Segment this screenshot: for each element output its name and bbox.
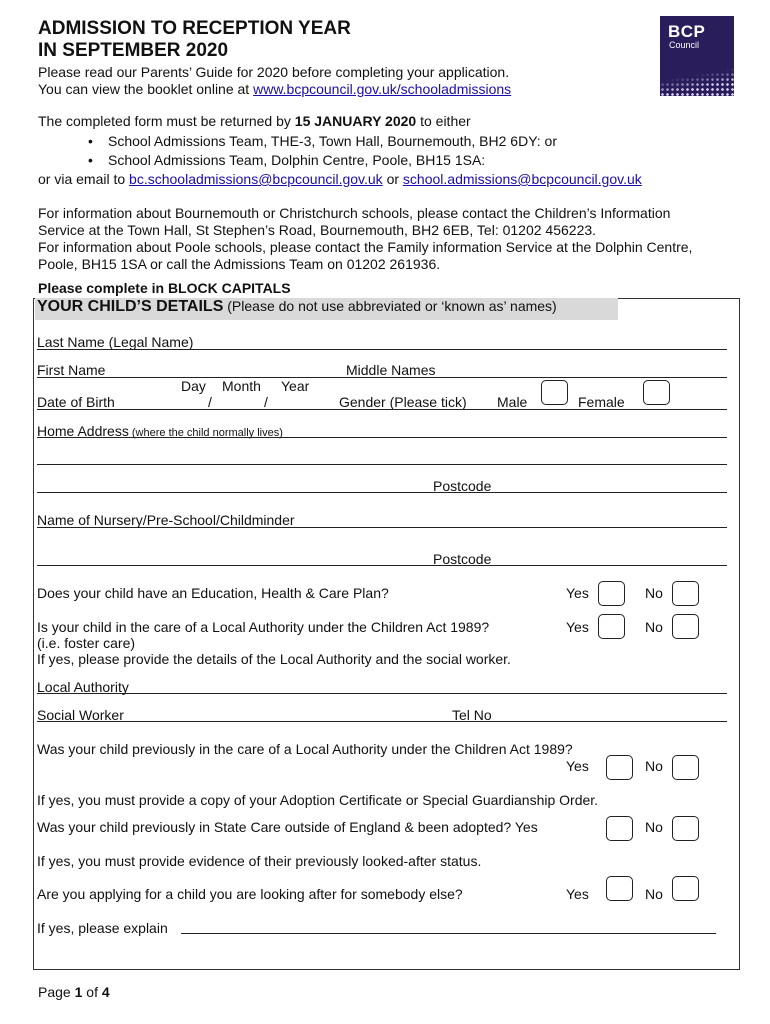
- intro-line-1: Please read our Parents’ Guide for 2020 before completing your application.: [38, 64, 510, 80]
- nursery-label: Name of Nursery/Pre-School/Childminder: [37, 512, 295, 528]
- care-la-yes-checkbox[interactable]: [598, 614, 625, 639]
- info-line-3: For information about Poole schools, please contact the Family information Service at the Dolphin Centre,: [38, 239, 693, 255]
- evidence-instruction: If yes, you must provide evidence of their previously looked-after status.: [37, 853, 482, 869]
- looking-after-question: Are you applying for a child you are looking after for somebody else?: [37, 886, 463, 902]
- information-paragraph: [38, 205, 738, 273]
- info-line-4: Poole, BH15 1SA or call the Admissions Team on 01202 261936.: [38, 256, 441, 272]
- looking-after-yes-checkbox[interactable]: [606, 876, 633, 901]
- dob-year-label: Year: [281, 378, 310, 394]
- section-header: [35, 298, 618, 320]
- return-address-list: [38, 132, 738, 170]
- home-address-line-2[interactable]: [37, 464, 727, 465]
- nursery-postcode-label: Postcode: [433, 551, 492, 567]
- first-name-label: First Name: [37, 362, 106, 378]
- email-prefix: or via email to: [38, 171, 130, 187]
- local-authority-field[interactable]: [37, 693, 727, 694]
- booklet-link[interactable]: www.bcpcouncil.gov.uk/schooladmissions: [253, 81, 512, 97]
- email-line: [38, 171, 738, 188]
- page-prefix: Page: [38, 984, 75, 1000]
- section-note: (Please do not use abbreviated or ‘known as’ names): [223, 298, 557, 314]
- ehcp-no-checkbox[interactable]: [672, 581, 699, 606]
- adoption-instruction: If yes, you must provide a copy of your Adoption Certificate or Special Guardianship Order.: [37, 792, 599, 808]
- gender-label: Gender (Please tick): [339, 394, 467, 410]
- title-line-2: IN SEPTEMBER 2020: [38, 40, 229, 61]
- nursery-postcode-field[interactable]: [37, 565, 727, 566]
- email-link-poole[interactable]: school.admissions@bcpcouncil.gov.uk: [402, 171, 642, 187]
- explain-label: If yes, please explain: [37, 920, 168, 936]
- return-deadline-line: [38, 113, 738, 130]
- home-address-label: [37, 423, 283, 442]
- info-line-1: For information about Bournemouth or Christchurch schools, please contact the Children’s Information: [38, 205, 671, 221]
- care-la-yes-label: Yes: [566, 619, 589, 635]
- email-or: or: [382, 171, 403, 187]
- dob-field[interactable]: [37, 409, 337, 410]
- state-care-no-label: No: [645, 819, 663, 835]
- dob-slash-2: /: [264, 394, 268, 410]
- return-instructions: [38, 113, 738, 188]
- state-care-no-checkbox[interactable]: [672, 816, 699, 841]
- bcp-council-logo: [660, 16, 734, 96]
- foster-care-note: (i.e. foster care): [37, 635, 136, 651]
- last-name-label: Last Name (Legal Name): [37, 334, 194, 350]
- ehcp-yes-checkbox[interactable]: [598, 581, 625, 606]
- email-link-bournemouth[interactable]: bc.schooladmissions@bcpcouncil.gov.uk: [129, 171, 383, 187]
- prev-care-no-checkbox[interactable]: [672, 755, 699, 780]
- ehcp-question: Does your child have an Education, Health & Care Plan?: [37, 585, 389, 601]
- state-care-yes-checkbox[interactable]: [606, 816, 633, 841]
- looking-after-no-label: No: [645, 886, 663, 902]
- return-suffix: to either: [416, 113, 471, 129]
- gender-male-label: Male: [497, 394, 528, 410]
- home-postcode-field[interactable]: [37, 492, 727, 493]
- social-worker-label: Social Worker: [37, 707, 124, 723]
- intro-line-2: [38, 81, 511, 98]
- prev-care-yes-label: Yes: [566, 758, 589, 774]
- prev-care-question: Was your child previously in the care of a Local Authority under the Children Act 1989?: [37, 741, 573, 757]
- home-postcode-label: Postcode: [433, 478, 492, 494]
- gender-female-checkbox[interactable]: [643, 380, 670, 405]
- info-line-2: Service at the Town Hall, St Stephen’s Road, Bournemouth, BH2 6EB, Tel: 01202 456223.: [38, 222, 597, 238]
- gender-male-checkbox[interactable]: [541, 380, 568, 405]
- tel-no-label: Tel No: [452, 707, 492, 723]
- home-address-note: (where the child normally lives): [128, 427, 283, 439]
- home-address-line-1[interactable]: [37, 437, 727, 438]
- gender-female-label: Female: [578, 394, 625, 410]
- middle-names-label: Middle Names: [346, 362, 436, 378]
- la-details-instruction: If yes, please provide the details of the Local Authority and the social worker.: [37, 651, 511, 667]
- return-address-item: • School Admissions Team, THE-3, Town Hall, Bournemouth, BH2 6DY: or: [38, 132, 738, 151]
- social-worker-field[interactable]: [37, 721, 727, 722]
- page-of: of: [82, 984, 102, 1000]
- home-address-title: Home Address: [37, 423, 129, 439]
- intro-line-2-prefix: You can view the booklet online at: [38, 81, 254, 97]
- page-total: 4: [101, 984, 110, 1000]
- section-heading: YOUR CHILD’S DETAILS: [37, 298, 224, 315]
- ehcp-no-label: No: [645, 585, 663, 601]
- dob-day-label: Day: [181, 378, 206, 394]
- title-line-1: ADMISSION TO RECEPTION YEAR: [38, 18, 351, 39]
- first-middle-name-field[interactable]: [37, 377, 727, 378]
- page-number: [38, 984, 110, 1001]
- block-capitals-note: Please complete in BLOCK CAPITALS: [38, 280, 291, 296]
- care-la-no-checkbox[interactable]: [672, 614, 699, 639]
- explain-field[interactable]: [181, 933, 716, 934]
- looking-after-no-checkbox[interactable]: [672, 876, 699, 901]
- return-prefix: The completed form must be returned by: [38, 113, 295, 129]
- dob-label: Date of Birth: [37, 394, 115, 410]
- nursery-field[interactable]: [37, 527, 727, 528]
- dob-month-label: Month: [222, 378, 261, 394]
- intro-text: [38, 64, 511, 98]
- state-care-question: Was your child previously in State Care outside of England & been adopted? Yes: [37, 819, 538, 835]
- ehcp-yes-label: Yes: [566, 585, 589, 601]
- logo-text-council: Council: [669, 40, 700, 50]
- form-title: [38, 18, 351, 62]
- page-current: 1: [74, 984, 83, 1000]
- logo-text-bcp: BCP: [668, 22, 706, 41]
- local-authority-label: Local Authority: [37, 679, 129, 695]
- care-la-question: Is your child in the care of a Local Authority under the Children Act 1989?: [37, 619, 490, 635]
- gender-underline: [337, 409, 727, 410]
- logo-dot-fade: [660, 62, 734, 96]
- prev-care-yes-checkbox[interactable]: [606, 755, 633, 780]
- prev-care-no-label: No: [645, 758, 663, 774]
- return-deadline: 15 JANUARY 2020: [294, 113, 417, 129]
- care-la-no-label: No: [645, 619, 663, 635]
- return-address-item: • School Admissions Team, Dolphin Centre, Poole, BH15 1SA:: [38, 151, 738, 170]
- dob-slash-1: /: [208, 394, 212, 410]
- looking-after-yes-label: Yes: [566, 886, 589, 902]
- last-name-field[interactable]: [37, 349, 727, 350]
